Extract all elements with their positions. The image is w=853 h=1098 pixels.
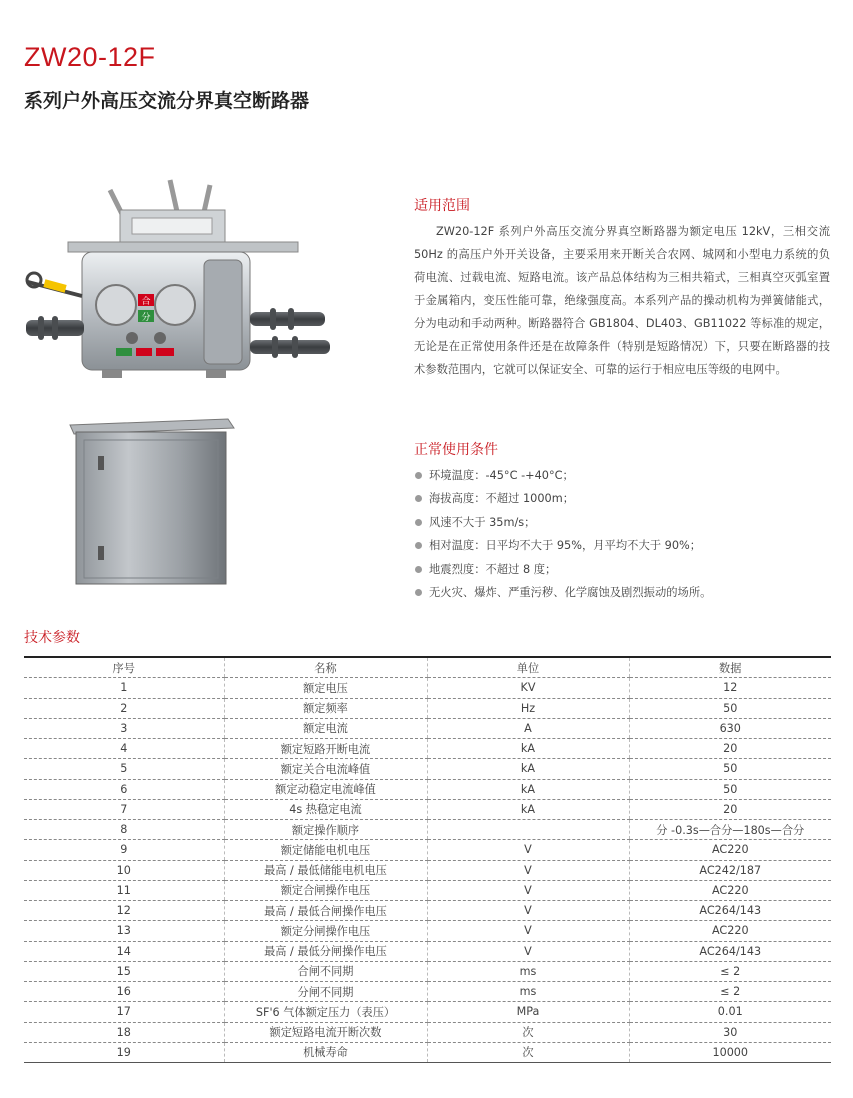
cell-index: 15: [24, 961, 224, 981]
cell-value: AC264/143: [629, 901, 831, 921]
conditions-list: [414, 464, 834, 604]
condition-text: 相对温度：日平均不大于 95%，月平均不大于 90%；: [429, 539, 702, 553]
table-row: [24, 961, 831, 981]
cell-value: ≤ 2: [629, 982, 831, 1002]
cell-value: AC220: [629, 880, 831, 900]
cell-value: 50: [629, 759, 831, 779]
cell-value: 分 -0.3s—合分—180s—合分: [629, 820, 831, 840]
specs-table: [24, 656, 831, 1063]
cell-name: 最高 / 最低合闸操作电压: [224, 901, 427, 921]
cell-unit: MPa: [427, 1002, 629, 1022]
cell-name: 额定短路电流开断次数: [224, 1022, 427, 1042]
cell-unit: kA: [427, 799, 629, 819]
cell-index: 12: [24, 901, 224, 921]
cell-name: 额定动稳定电流峰值: [224, 779, 427, 799]
product-image: [20, 170, 350, 590]
cell-name: SF'6 气体额定压力（表压）: [224, 1002, 427, 1022]
condition-item: [414, 464, 834, 487]
close-badge: 合: [141, 297, 151, 307]
bullet-dot-icon: [415, 519, 422, 526]
condition-item: [414, 511, 834, 534]
cell-name: 机械寿命: [224, 1042, 427, 1062]
table-row: [24, 698, 831, 718]
cell-name: 最高 / 最低储能电机电压: [224, 860, 427, 880]
cell-unit: V: [427, 921, 629, 941]
cell-unit: kA: [427, 779, 629, 799]
table-row: [24, 1002, 831, 1022]
control-cabinet-illustration: [70, 419, 234, 584]
table-row: [24, 901, 831, 921]
cell-index: 1: [24, 678, 224, 698]
condition-item: [414, 581, 834, 604]
cell-name: 额定频率: [224, 698, 427, 718]
table-row: [24, 982, 831, 1002]
table-row: [24, 799, 831, 819]
cell-value: 630: [629, 718, 831, 738]
cell-unit: 次: [427, 1042, 629, 1062]
condition-text: 海拔高度：不超过 1000m；: [429, 492, 575, 506]
cell-unit: V: [427, 860, 629, 880]
cell-unit: kA: [427, 759, 629, 779]
header-name: 名称: [224, 657, 427, 678]
cell-unit: V: [427, 840, 629, 860]
header-value: 数据: [629, 657, 831, 678]
cell-index: 6: [24, 779, 224, 799]
header-unit: 单位: [427, 657, 629, 678]
cell-name: 额定合闸操作电压: [224, 880, 427, 900]
cell-unit: A: [427, 718, 629, 738]
cell-value: AC242/187: [629, 860, 831, 880]
condition-text: 无火灾、爆炸、严重污秽、化学腐蚀及剧烈振动的场所。: [429, 586, 712, 600]
table-row: [24, 718, 831, 738]
vacuum-breaker-illustration: [26, 180, 330, 378]
table-row: [24, 678, 831, 698]
cell-index: 3: [24, 718, 224, 738]
cell-value: AC264/143: [629, 941, 831, 961]
bullet-dot-icon: [415, 542, 422, 549]
cell-value: 20: [629, 799, 831, 819]
cell-index: 19: [24, 1042, 224, 1062]
cell-index: 4: [24, 739, 224, 759]
cell-index: 18: [24, 1022, 224, 1042]
cell-unit: ms: [427, 961, 629, 981]
cell-index: 8: [24, 820, 224, 840]
table-row: [24, 941, 831, 961]
table-row: [24, 880, 831, 900]
cell-name: 额定短路开断电流: [224, 739, 427, 759]
scope-title: 适用范围: [414, 198, 470, 214]
cell-unit: ms: [427, 982, 629, 1002]
cell-index: 9: [24, 840, 224, 860]
cell-value: 20: [629, 739, 831, 759]
cell-value: 30: [629, 1022, 831, 1042]
cell-unit: Hz: [427, 698, 629, 718]
cell-index: 7: [24, 799, 224, 819]
table-row: [24, 921, 831, 941]
cell-value: AC220: [629, 921, 831, 941]
cell-index: 17: [24, 1002, 224, 1022]
cell-index: 13: [24, 921, 224, 941]
cell-value: 50: [629, 779, 831, 799]
table-row: [24, 759, 831, 779]
condition-item: [414, 487, 834, 510]
cell-unit: 次: [427, 1022, 629, 1042]
table-row: [24, 860, 831, 880]
open-badge: 分: [141, 313, 151, 323]
table-header-row: [24, 657, 831, 678]
condition-text: 风速不大于 35m/s；: [429, 515, 536, 529]
bullet-dot-icon: [415, 589, 422, 596]
cell-value: AC220: [629, 840, 831, 860]
table-row: [24, 779, 831, 799]
table-row: [24, 840, 831, 860]
cell-value: 50: [629, 698, 831, 718]
condition-text: 地震烈度：不超过 8 度；: [429, 562, 557, 576]
cell-value: 0.01: [629, 1002, 831, 1022]
bullet-dot-icon: [415, 566, 422, 573]
cell-index: 10: [24, 860, 224, 880]
condition-item: [414, 534, 834, 557]
cell-unit: V: [427, 941, 629, 961]
cell-name: 额定操作顺序: [224, 820, 427, 840]
cell-value: 12: [629, 678, 831, 698]
cell-index: 14: [24, 941, 224, 961]
product-subtitle: 系列户外高压交流分界真空断路器: [24, 90, 310, 112]
bullet-dot-icon: [415, 495, 422, 502]
product-model: ZW20-12F: [24, 42, 156, 72]
scope-text: ZW20-12F 系列户外高压交流分界真空断路器为额定电压 12kV，三相交流 50Hz 的高压户外开关设备，主要采用来开断关合农网、城网和小型电力系统的负荷电流、过载电流、短路电流。该产品总体结构为三相共箱式，三相真空灭弧室置于金属箱内，变压性能可靠，绝缘强度高。本系列产品的操动机构为弹簧储能式，分为电动和手动两种。断路器符合 GB1804、DL403、GB11022 等标准的规定，无论是在正常使用条件还是在故障条件（特别是短路情况）下，只要在断路器的技术参数范围内，它就可以保证安全、可靠的运行于相应电压等级的电网中。: [414, 225, 830, 376]
cell-name: 合闸不同期: [224, 961, 427, 981]
cell-unit: KV: [427, 678, 629, 698]
cell-name: 额定关合电流峰值: [224, 759, 427, 779]
cell-name: 额定储能电机电压: [224, 840, 427, 860]
cell-unit: V: [427, 901, 629, 921]
cell-name: 额定分闸操作电压: [224, 921, 427, 941]
cell-index: 16: [24, 982, 224, 1002]
header-index: 序号: [24, 657, 224, 678]
table-row: [24, 1022, 831, 1042]
table-row: [24, 1042, 831, 1062]
cell-unit: V: [427, 880, 629, 900]
cell-name: 最高 / 最低分闸操作电压: [224, 941, 427, 961]
cell-name: 额定电流: [224, 718, 427, 738]
cell-unit: kA: [427, 739, 629, 759]
cell-unit: [427, 820, 629, 840]
cell-index: 5: [24, 759, 224, 779]
table-row: [24, 820, 831, 840]
cell-name: 额定电压: [224, 678, 427, 698]
conditions-title: 正常使用条件: [414, 442, 498, 458]
condition-item: [414, 558, 834, 581]
cell-value: ≤ 2: [629, 961, 831, 981]
cell-name: 分闸不同期: [224, 982, 427, 1002]
table-row: [24, 739, 831, 759]
cell-value: 10000: [629, 1042, 831, 1062]
specs-title: 技术参数: [24, 630, 80, 646]
condition-text: 环境温度：-45°C -+40°C；: [429, 469, 574, 482]
cell-name: 4s 热稳定电流: [224, 799, 427, 819]
cell-index: 11: [24, 880, 224, 900]
bullet-dot-icon: [415, 472, 422, 479]
cell-index: 2: [24, 698, 224, 718]
